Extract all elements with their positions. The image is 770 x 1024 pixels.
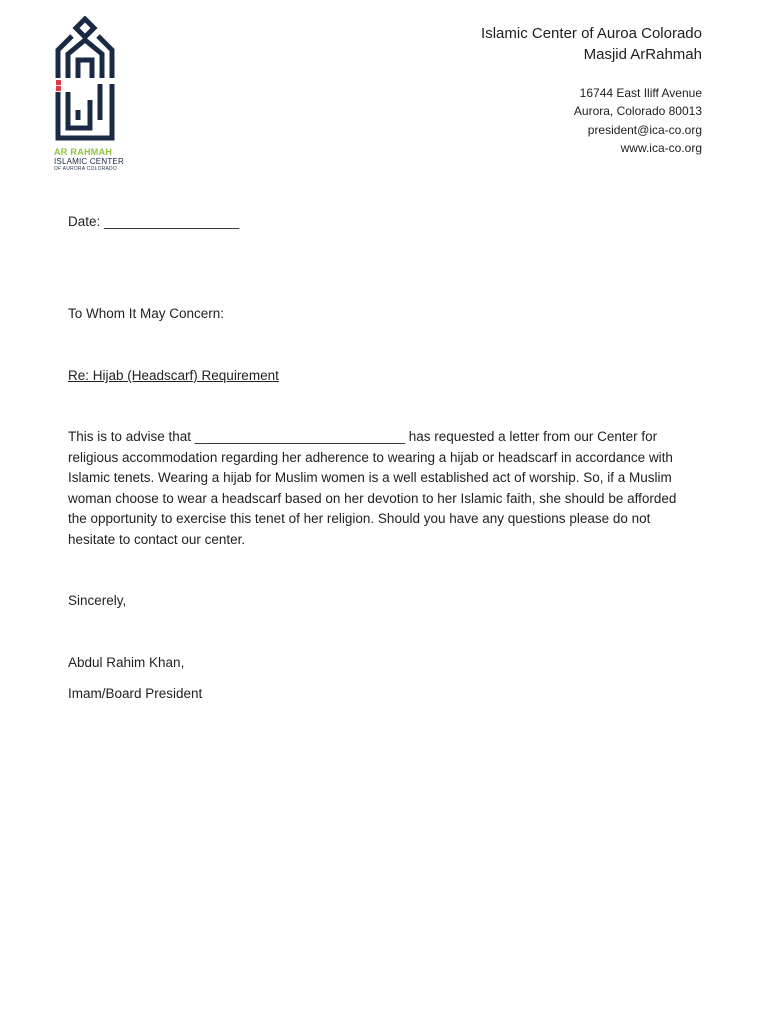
subject-line: Re: Hijab (Headscarf) Requirement	[68, 368, 279, 383]
ar-rahmah-logo	[50, 16, 124, 176]
street-address: 16744 East Iliff Avenue	[579, 86, 702, 100]
logo-wordmark: AR RAHMAH	[54, 147, 113, 157]
signer-name: Abdul Rahim Khan,	[68, 655, 185, 670]
website: www.ica-co.org	[620, 140, 702, 155]
letterhead-address	[574, 84, 702, 157]
kufic-calligraphy-icon	[50, 16, 120, 146]
closing: Sincerely,	[68, 593, 127, 608]
letterhead-organization	[481, 23, 702, 65]
organization-name: Islamic Center of Auroa Colorado	[481, 25, 702, 42]
letter-body-paragraph: This is to advise that ____________________________ has requested a letter from our Center for religious accommodation regarding her adherence to wearing a hijab or headscarf in accordance with Islamic tenets. Wearing a hijab for Muslim women is a well established act of worship. So, if a Muslim woman choose to wear a headscarf based on her devotion to her Islamic faith, she should be afforded the opportunity to exercise this tenet of her religion. Should you have any questions please do not hesitate to contact our center.	[68, 429, 677, 547]
salutation: To Whom It May Concern:	[68, 306, 225, 321]
signer-title: Imam/Board President	[68, 686, 203, 701]
contact-email: president@ica-co.org	[587, 122, 702, 137]
logo-subtitle: ISLAMIC CENTER	[54, 157, 124, 166]
city-state-zip: Aurora, Colorado 80013	[573, 104, 702, 119]
date-line: Date: __________________	[68, 214, 240, 229]
masjid-name: Masjid ArRahmah	[583, 46, 702, 63]
logo-subtitle-location: OF AURORA COLORADO	[54, 166, 118, 172]
